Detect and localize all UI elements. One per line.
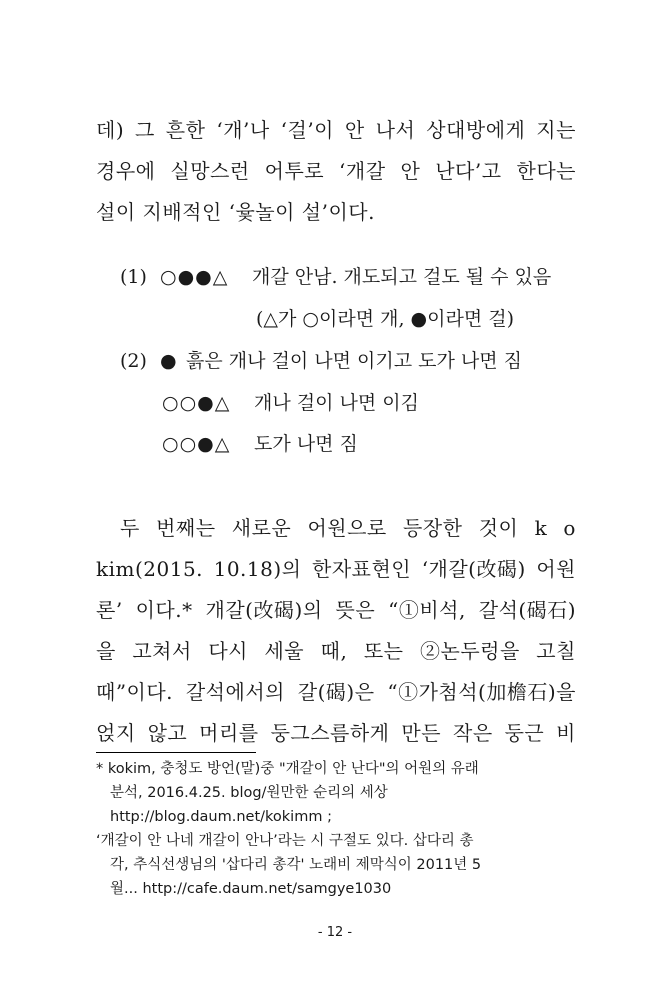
word: 번째는 (156, 516, 216, 540)
word: 갈석(碣石) (478, 598, 576, 622)
word: 또는 (363, 639, 404, 663)
text-line: 설이 지배적인 ‘윷놀이 설’이다. (96, 200, 375, 224)
word: 안 (344, 118, 365, 142)
word: 난다’고 (435, 159, 502, 183)
word: 둥그스름하게 (270, 721, 390, 745)
example-number: (1) (120, 266, 147, 288)
word: 한자표현인 (312, 557, 412, 581)
word: 않고 (147, 721, 188, 745)
word: k (534, 516, 548, 540)
word: 흔한 (165, 118, 206, 142)
example-text: 흙은 개나 걸이 나면 이기고 도가 나면 짐 (186, 350, 522, 372)
word: 고칠 (536, 639, 576, 663)
word: 론’ (96, 598, 123, 622)
paragraph-1 (96, 110, 576, 233)
word: 때”이다. (96, 680, 174, 704)
word: 세울 (264, 639, 305, 663)
example-symbols: ○○●△ (162, 392, 231, 414)
word: “①비석, (388, 598, 466, 622)
word: 어원으로 (307, 516, 387, 540)
word: 이다.* (135, 598, 193, 622)
word: ‘걸’이 (280, 118, 334, 142)
word: 갈(碣)은 (297, 680, 375, 704)
footnote (96, 757, 576, 901)
footnote-line: 분석, 2016.4.25. blog/원만한 순리의 세상 (110, 785, 388, 801)
word: 상대방에게 (426, 118, 526, 142)
word: 고쳐서 (132, 639, 192, 663)
word: 어투로 (264, 159, 325, 183)
text-line (96, 110, 576, 151)
paragraph-2 (96, 508, 576, 754)
text-line (96, 549, 576, 590)
word: o (563, 516, 576, 540)
example-symbols: ● (160, 350, 177, 372)
text-line (96, 631, 576, 672)
word: kim(2015. (96, 557, 204, 581)
word: 것이 (478, 516, 519, 540)
word: 실망스런 (170, 159, 250, 183)
word: 두 (120, 516, 140, 540)
word: 머리를 (199, 721, 259, 745)
word: 안 (400, 159, 421, 183)
word: 10.18)의 (213, 557, 302, 581)
word: 얹지 (96, 721, 136, 745)
word: 만든 (401, 721, 442, 745)
text-line (96, 672, 576, 713)
footnote-line: ‘개갈이 안 나네 개갈이 안나’라는 시 구절도 있다. 삽다리 총 (96, 833, 474, 849)
word: 때, (320, 639, 348, 663)
word: 경우에 (96, 159, 156, 183)
text-line (96, 590, 576, 631)
word: 다시 (208, 639, 248, 663)
word: ②논두렁을 (420, 639, 520, 663)
footnote-line: 각, 추식선생님의 '삽다리 총각' 노래비 제막식이 2011년 5 (110, 857, 482, 873)
word: ‘개갈 (339, 159, 386, 183)
example-2-sub-2 (162, 429, 358, 459)
word: ‘개갈(改碣) (421, 557, 526, 581)
example-number: (2) (120, 350, 147, 372)
word: 그 (135, 118, 155, 142)
page-number: - 12 - (317, 925, 353, 940)
word: “①가첨석(加檐石)을 (387, 680, 576, 704)
word: 어원 (536, 557, 576, 581)
text-line (96, 713, 576, 754)
example-2 (120, 346, 522, 376)
word: 데) (96, 118, 125, 142)
example-text: 개갈 안남. 개도되고 걸도 될 수 있음 (252, 266, 552, 288)
word: 개갈(改碣)의 (205, 598, 323, 622)
word: 작은 (453, 721, 493, 745)
word: 뜻은 (335, 598, 376, 622)
word: ‘개’나 (216, 118, 270, 142)
example-text: 도가 나면 짐 (254, 433, 358, 455)
example-symbols: ○○●△ (162, 433, 231, 455)
example-text: 개나 걸이 나면 이김 (254, 392, 419, 414)
text-line (96, 151, 576, 192)
footnote-line: * kokim, 충청도 방언(말)중 "개갈이 안 난다"의 어원의 유래 (96, 761, 479, 777)
example-1 (120, 262, 551, 292)
footnote-divider (96, 752, 256, 753)
word: 을 (96, 639, 116, 663)
footnote-line: 월... http://cafe.daum.net/samgye1030 (110, 881, 392, 897)
word: 비 (556, 721, 576, 745)
word: 새로운 (231, 516, 292, 540)
example-2-sub-1 (162, 388, 419, 418)
word: 둥근 (504, 721, 545, 745)
word: 등장한 (402, 516, 463, 540)
example-1-note: (△가 ○이라면 개, ●이라면 걸) (256, 308, 514, 330)
footnote-line: http://blog.daum.net/kokimm ; (110, 809, 332, 825)
word: 나서 (375, 118, 416, 142)
word: 지는 (536, 118, 576, 142)
word: 한다는 (516, 159, 576, 183)
example-symbols: ○●●△ (160, 266, 229, 288)
word: 갈석에서의 (185, 680, 285, 704)
text-line (96, 508, 576, 549)
